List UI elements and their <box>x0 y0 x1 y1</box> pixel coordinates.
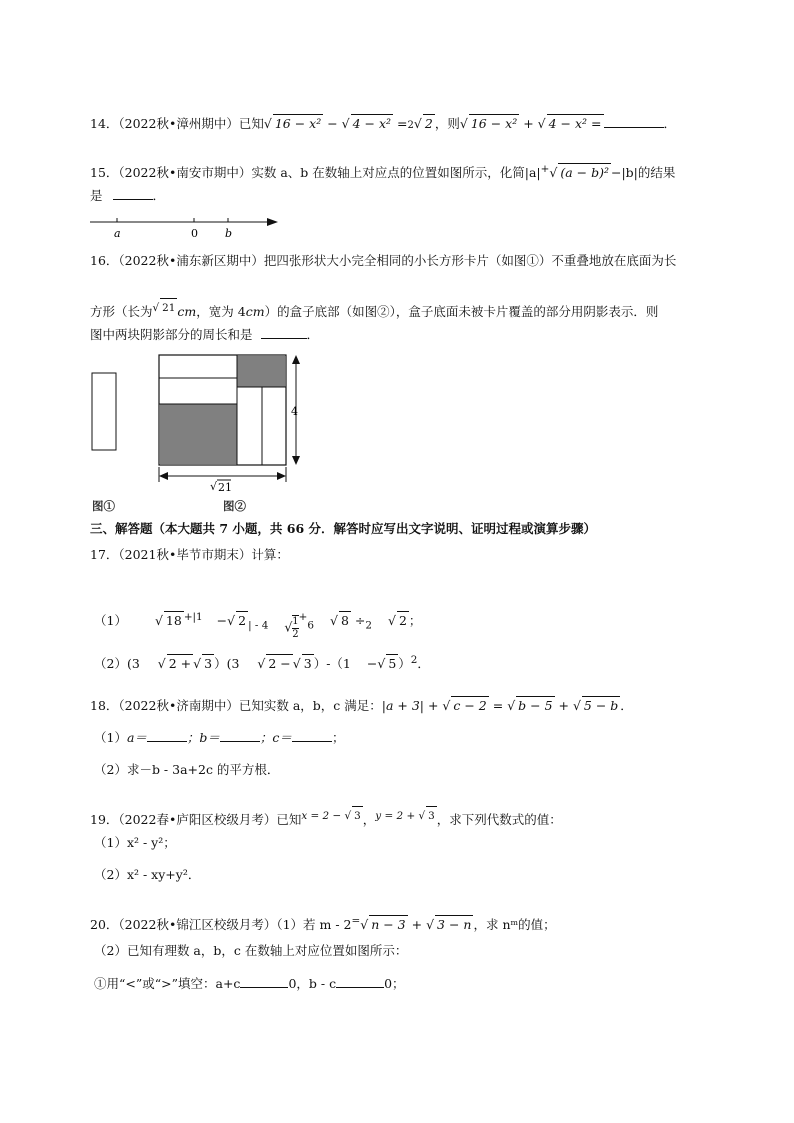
q18-p1-b: ；b＝ <box>186 730 220 745</box>
q17-p1-label: （1） <box>94 613 127 629</box>
q18-p1-end: ； <box>331 730 345 745</box>
height-label: 4 <box>291 405 298 418</box>
q14-coef: 2 <box>407 120 414 131</box>
q17-sqrt2b: 2 <box>398 613 407 629</box>
q15-line2-end: ． <box>152 188 166 203</box>
q15-radical: (a − b)² <box>560 165 609 181</box>
q14-end: ． <box>663 116 677 131</box>
q18-b-blank[interactable] <box>220 741 260 742</box>
width-arrow-right <box>277 472 286 480</box>
label-b: b <box>225 227 233 240</box>
q16-answer-blank[interactable] <box>261 338 307 339</box>
q17-p2-close: ） <box>398 656 411 672</box>
q20-part3 <box>94 975 405 993</box>
q18-title: 18．（2022秋•济南期中）已知实数 a，b，c 满足：|a + 3| + √ c − 2 = √ b − 5 + √ 5 − b ． <box>90 698 633 713</box>
q16-length-radical: 21 <box>160 298 177 317</box>
q17-part2: （2）(3 √ 2 +√ 3 ）(3 √ 2 −√ 3 ）-（1 −√ 5 ）$^2$． <box>94 654 430 672</box>
q19-y-eq: y = 2 + <box>375 810 419 822</box>
q17-p2-label: （2）(3 <box>94 656 140 672</box>
q16-line2-pre: 方形（长为 <box>90 304 153 320</box>
q17-part1: （1） √ 18 $^{+|1}$ −√ 2 $_{| - 4}$ √ $\frac{1}{2}$ +$_6$ √ $8 \div_2$ √ 2 ； <box>94 611 422 640</box>
q19-sep: ， <box>362 812 376 828</box>
q20-part2: （2）已知有理数 a，b，c 在数轴上对应位置如图所示： <box>94 943 408 958</box>
q20-tail: ，求 nᵐ的值； <box>473 917 556 933</box>
q20-eq: = <box>351 915 361 927</box>
q14-sqrt2: 2 <box>424 116 433 131</box>
q16-line2-post: ）的盒子底部（如图②），盒子底面未被卡片覆盖的部分用阴影表示．则 <box>264 304 659 320</box>
q19-tail: ，求下列代数式的值： <box>436 812 562 828</box>
q15-line2-pre: 是 <box>90 188 103 203</box>
q18-eq-a: |a + 3| + <box>381 698 443 713</box>
width-sqrt-sign: √ <box>210 480 218 493</box>
q17-title: 17．（2021秋•毕节市期末）计算： <box>90 547 289 562</box>
q18-part1 <box>94 729 344 747</box>
q17-p2-rad4: 3 <box>303 656 312 672</box>
q14-then: ，则 <box>434 116 460 131</box>
q20-p3-end: 0； <box>384 976 405 991</box>
q20-blank-2[interactable] <box>336 987 384 988</box>
q18-eq-rad-b5: b − 5 <box>518 698 553 713</box>
q17-sqrt2a: 2 <box>238 613 247 629</box>
q17-p2-minus: ）-（1 <box>313 656 351 672</box>
q15-number-line <box>88 212 283 240</box>
q17-p1-six: 6 <box>307 619 315 632</box>
q19-title-text: 19．（2022春•庐阳区校级月考）已知 <box>90 812 302 828</box>
q17-p2-mid: ）(3 <box>214 656 240 672</box>
q20-title: 20．（2022秋•锦江区校级月考）（1）若 m - 2=√ n − 3 + √ 3 − n ，求 nᵐ的值； <box>90 915 556 933</box>
q16-line3-end: ． <box>306 327 320 342</box>
q17-sqrt8: 8 <box>340 613 349 629</box>
q17-p1-plus: + <box>298 611 308 623</box>
q16-line3-text: 图中两块阴影部分的周长和是 <box>90 327 253 342</box>
q17-sqrt-half: √ $\frac{1}{2}$ <box>284 615 299 640</box>
q20-rad1: n − 3 <box>371 917 406 933</box>
q17-p1-end: ； <box>408 613 422 629</box>
q15-rest: −|b|的结果 <box>610 165 676 181</box>
q18-eq-plus: + <box>554 698 573 713</box>
q18-p1-label: （1） <box>94 730 127 745</box>
q19-x-rad: 3 <box>352 806 363 825</box>
q17-p2-neg: − <box>366 656 378 672</box>
q17-frac-den: 2 <box>292 628 299 640</box>
q18-eq-rad-c: c − 2 <box>453 698 487 713</box>
q17-p2-rad1: 2 + <box>168 656 192 672</box>
q18-eq-end: ． <box>620 698 633 713</box>
q17-p2-rad3: 2 − <box>268 656 291 672</box>
q16-line3 <box>90 326 319 344</box>
q20-p3-pre: ①用“<”或“>”填空：a+c <box>94 976 241 991</box>
width-arrow-left <box>159 472 168 480</box>
q14-plus: + <box>523 116 534 131</box>
q15-answer-blank[interactable] <box>113 199 153 200</box>
q14-source: （2022秋•漳州期中）已知 <box>118 116 264 131</box>
q18-part2: （2）求－b - 3a+2c 的平方根． <box>94 762 280 777</box>
q17-p1-div: ÷ <box>354 613 366 629</box>
q17-frac-num: 1 <box>292 615 299 627</box>
q17-p1-minus: − <box>216 613 228 629</box>
q18-c-blank[interactable] <box>292 741 332 742</box>
q14-equals: = <box>397 116 408 131</box>
q16-line1: 16．（2022秋•浦东新区期中）把四张形状大小完全相同的小长方形卡片（如图①）不重叠地放在底面为长 <box>90 253 677 268</box>
q16-line2-mid: ，宽为 4 <box>196 304 246 320</box>
q20-p3-mid: 0，b - c <box>288 976 337 991</box>
q15-text: 15．（2022秋•南安市期中）实数 a、b 在数轴上对应点的位置如图所示，化简|a| <box>90 165 541 181</box>
fig1-card <box>92 373 116 450</box>
shaded-region-large <box>160 404 237 464</box>
q14-find-2: 4 − x² = <box>548 116 602 131</box>
q14-find-1: 16 − x² <box>470 116 518 131</box>
q16-line2: 方形（长为$^{√ 21}$ cm，宽为 4cm）的盒子底部（如图②），盒子底面未被卡片覆盖的部分用阴影表示．则 <box>90 298 658 321</box>
q17-p1-two: 2 <box>365 619 373 632</box>
q20-plus: + <box>407 917 427 933</box>
q17-p1-abs-close: | - 4 <box>248 619 269 632</box>
q19-title: 19．（2022春•庐阳区校级月考）已知$^{x = 2 - √ 3}$ ，$^{y = 2 + √ 3}$ ，求下列代数式的值： <box>90 806 562 829</box>
q19-x-eq: x = 2 − <box>301 810 345 822</box>
q15-line1: 15．（2022秋•南安市期中）实数 a、b 在数轴上对应点的位置如图所示，化简|a|+√ (a − b)² −|b|的结果 <box>90 163 676 181</box>
section-3-heading: 三、解答题（本大题共 7 小题，共 66 分．解答时应写出文字说明、证明过程或演算步骤） <box>90 521 597 536</box>
q19-part2: （2）x² - xy+y²． <box>94 867 201 882</box>
q14-radical-1: 16 − x² <box>274 116 322 131</box>
q16-figures <box>88 350 328 520</box>
q20-blank-1[interactable] <box>240 987 288 988</box>
q14-number: 14． <box>90 116 119 131</box>
q15-line2 <box>90 187 165 205</box>
q14-radical-2: 4 − x² <box>352 116 392 131</box>
q18-a-blank[interactable] <box>147 741 187 742</box>
q18-p1-a: a＝ <box>126 730 147 745</box>
q20-title-text: 20．（2022秋•锦江区校级月考）（1）若 m - 2 <box>90 917 352 933</box>
q17-p2-rad2: 3 <box>204 656 213 672</box>
height-arrow-bottom <box>292 456 300 465</box>
q18-eq-rad-5b: 5 − b <box>583 698 619 713</box>
q18-title-text: 18．（2022秋•济南期中）已知实数 a，b，c 满足： <box>90 698 382 713</box>
q17-p2-end: ． <box>417 656 430 672</box>
fig2-caption: 图② <box>223 499 246 513</box>
q17-sqrt18: 18 <box>165 613 182 629</box>
q17-p2-sqrt5: 5 <box>388 656 397 672</box>
height-arrow-top <box>292 355 300 364</box>
fig1-caption: 图① <box>92 499 115 513</box>
q20-rad2: 3 − n <box>437 917 472 933</box>
q17-p2-exponent: 2 <box>410 654 418 666</box>
label-0: 0 <box>191 227 198 240</box>
q16-length-unit: cm <box>177 304 197 320</box>
shaded-region-small <box>237 356 285 387</box>
q19-y-rad: 3 <box>426 806 437 825</box>
q14-line: 14．（2022秋•漳州期中）已知√ 16 − x² − √ 4 − x² =2√ 2 ，则√ 16 − x² + √ 4 − x² = ． <box>90 116 677 131</box>
label-a: a <box>114 227 121 240</box>
q19-part1: （1）x² - y²； <box>94 835 176 850</box>
q14-minus: − <box>327 116 338 131</box>
number-line-arrow <box>267 218 278 226</box>
q16-width-unit: cm <box>245 304 265 320</box>
q18-p1-c: ；c＝ <box>259 730 292 745</box>
q18-eq-equals: = <box>488 698 508 713</box>
q15-plus: + <box>540 163 550 175</box>
q14-answer-blank[interactable] <box>604 127 664 128</box>
width-label: 21 <box>218 481 232 494</box>
q17-p1-abs-open: +|1 <box>183 611 203 623</box>
